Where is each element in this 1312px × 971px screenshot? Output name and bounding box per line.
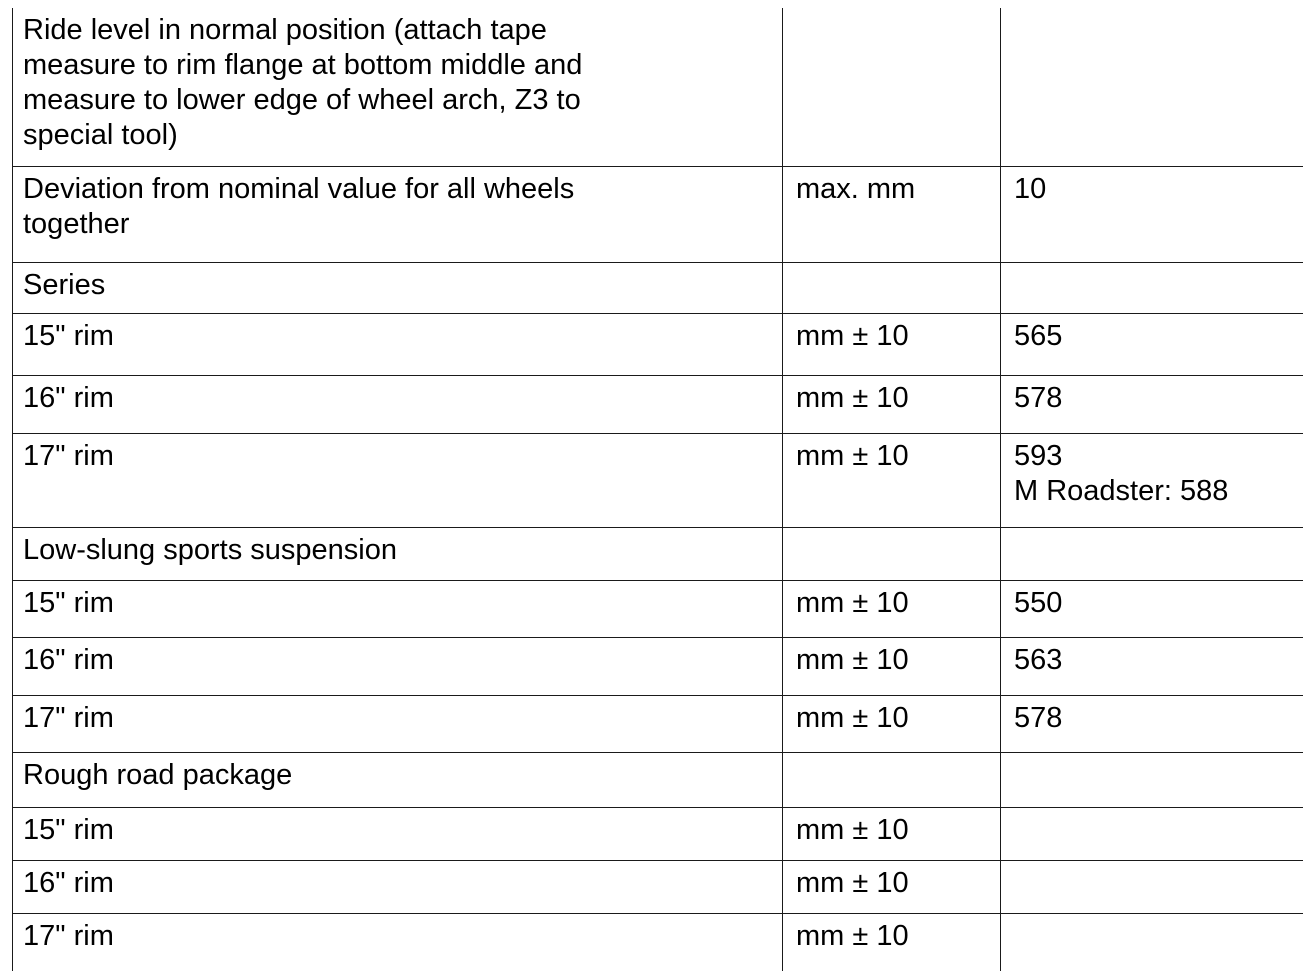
row-unit: mm ± 10 (783, 313, 1001, 375)
row-unit: mm ± 10 (783, 637, 1001, 695)
row-value (1001, 913, 1303, 971)
row-unit: mm ± 10 (783, 807, 1001, 860)
row-value (1001, 527, 1303, 580)
row-value: 565 (1001, 313, 1303, 375)
row-label: 15" rim (13, 580, 783, 637)
row-unit (783, 527, 1001, 580)
section-heading: Series (13, 262, 783, 313)
row-value: 550 (1001, 580, 1303, 637)
ride-level-spec-table (12, 8, 1303, 971)
row-unit: mm ± 10 (783, 375, 1001, 433)
row-unit (783, 8, 1001, 166)
table-row (13, 807, 1303, 860)
row-label: 16" rim (13, 860, 783, 913)
row-value: 10 (1001, 166, 1303, 262)
section-heading: Low-slung sports suspension (13, 527, 783, 580)
row-unit (783, 262, 1001, 313)
row-value: 563 (1001, 637, 1303, 695)
table-row (13, 375, 1303, 433)
table-section-row (13, 527, 1303, 580)
row-unit (783, 752, 1001, 807)
table-row (13, 637, 1303, 695)
section-heading: Rough road package (13, 752, 783, 807)
table-row (13, 695, 1303, 752)
row-label: 16" rim (13, 637, 783, 695)
table-row (13, 860, 1303, 913)
row-label: 17" rim (13, 913, 783, 971)
row-unit: mm ± 10 (783, 433, 1001, 527)
row-value: 578 (1001, 695, 1303, 752)
row-value (1001, 860, 1303, 913)
row-label: 17" rim (13, 433, 783, 527)
row-unit: mm ± 10 (783, 580, 1001, 637)
row-unit: mm ± 10 (783, 695, 1001, 752)
row-unit: mm ± 10 (783, 913, 1001, 971)
table-row (13, 433, 1303, 527)
table-row (13, 313, 1303, 375)
row-label: 15" rim (13, 807, 783, 860)
row-label: 16" rim (13, 375, 783, 433)
row-value (1001, 807, 1303, 860)
row-value (1001, 8, 1303, 166)
table-row (13, 580, 1303, 637)
table-section-row (13, 262, 1303, 313)
row-value: 578 (1001, 375, 1303, 433)
table-section-row (13, 752, 1303, 807)
row-value (1001, 262, 1303, 313)
row-label: Deviation from nominal value for all wheels together (13, 166, 783, 262)
row-label: 17" rim (13, 695, 783, 752)
row-value: 593 M Roadster: 588 (1001, 433, 1303, 527)
table-row (13, 166, 1303, 262)
row-unit: mm ± 10 (783, 860, 1001, 913)
row-label: 15" rim (13, 313, 783, 375)
row-unit: max. mm (783, 166, 1001, 262)
table-row (13, 8, 1303, 166)
table-row (13, 913, 1303, 971)
row-label: Ride level in normal position (attach tape measure to rim flange at bottom middle and measure to lower edge of wheel arch, Z3 to special tool) (13, 8, 783, 166)
row-value (1001, 752, 1303, 807)
